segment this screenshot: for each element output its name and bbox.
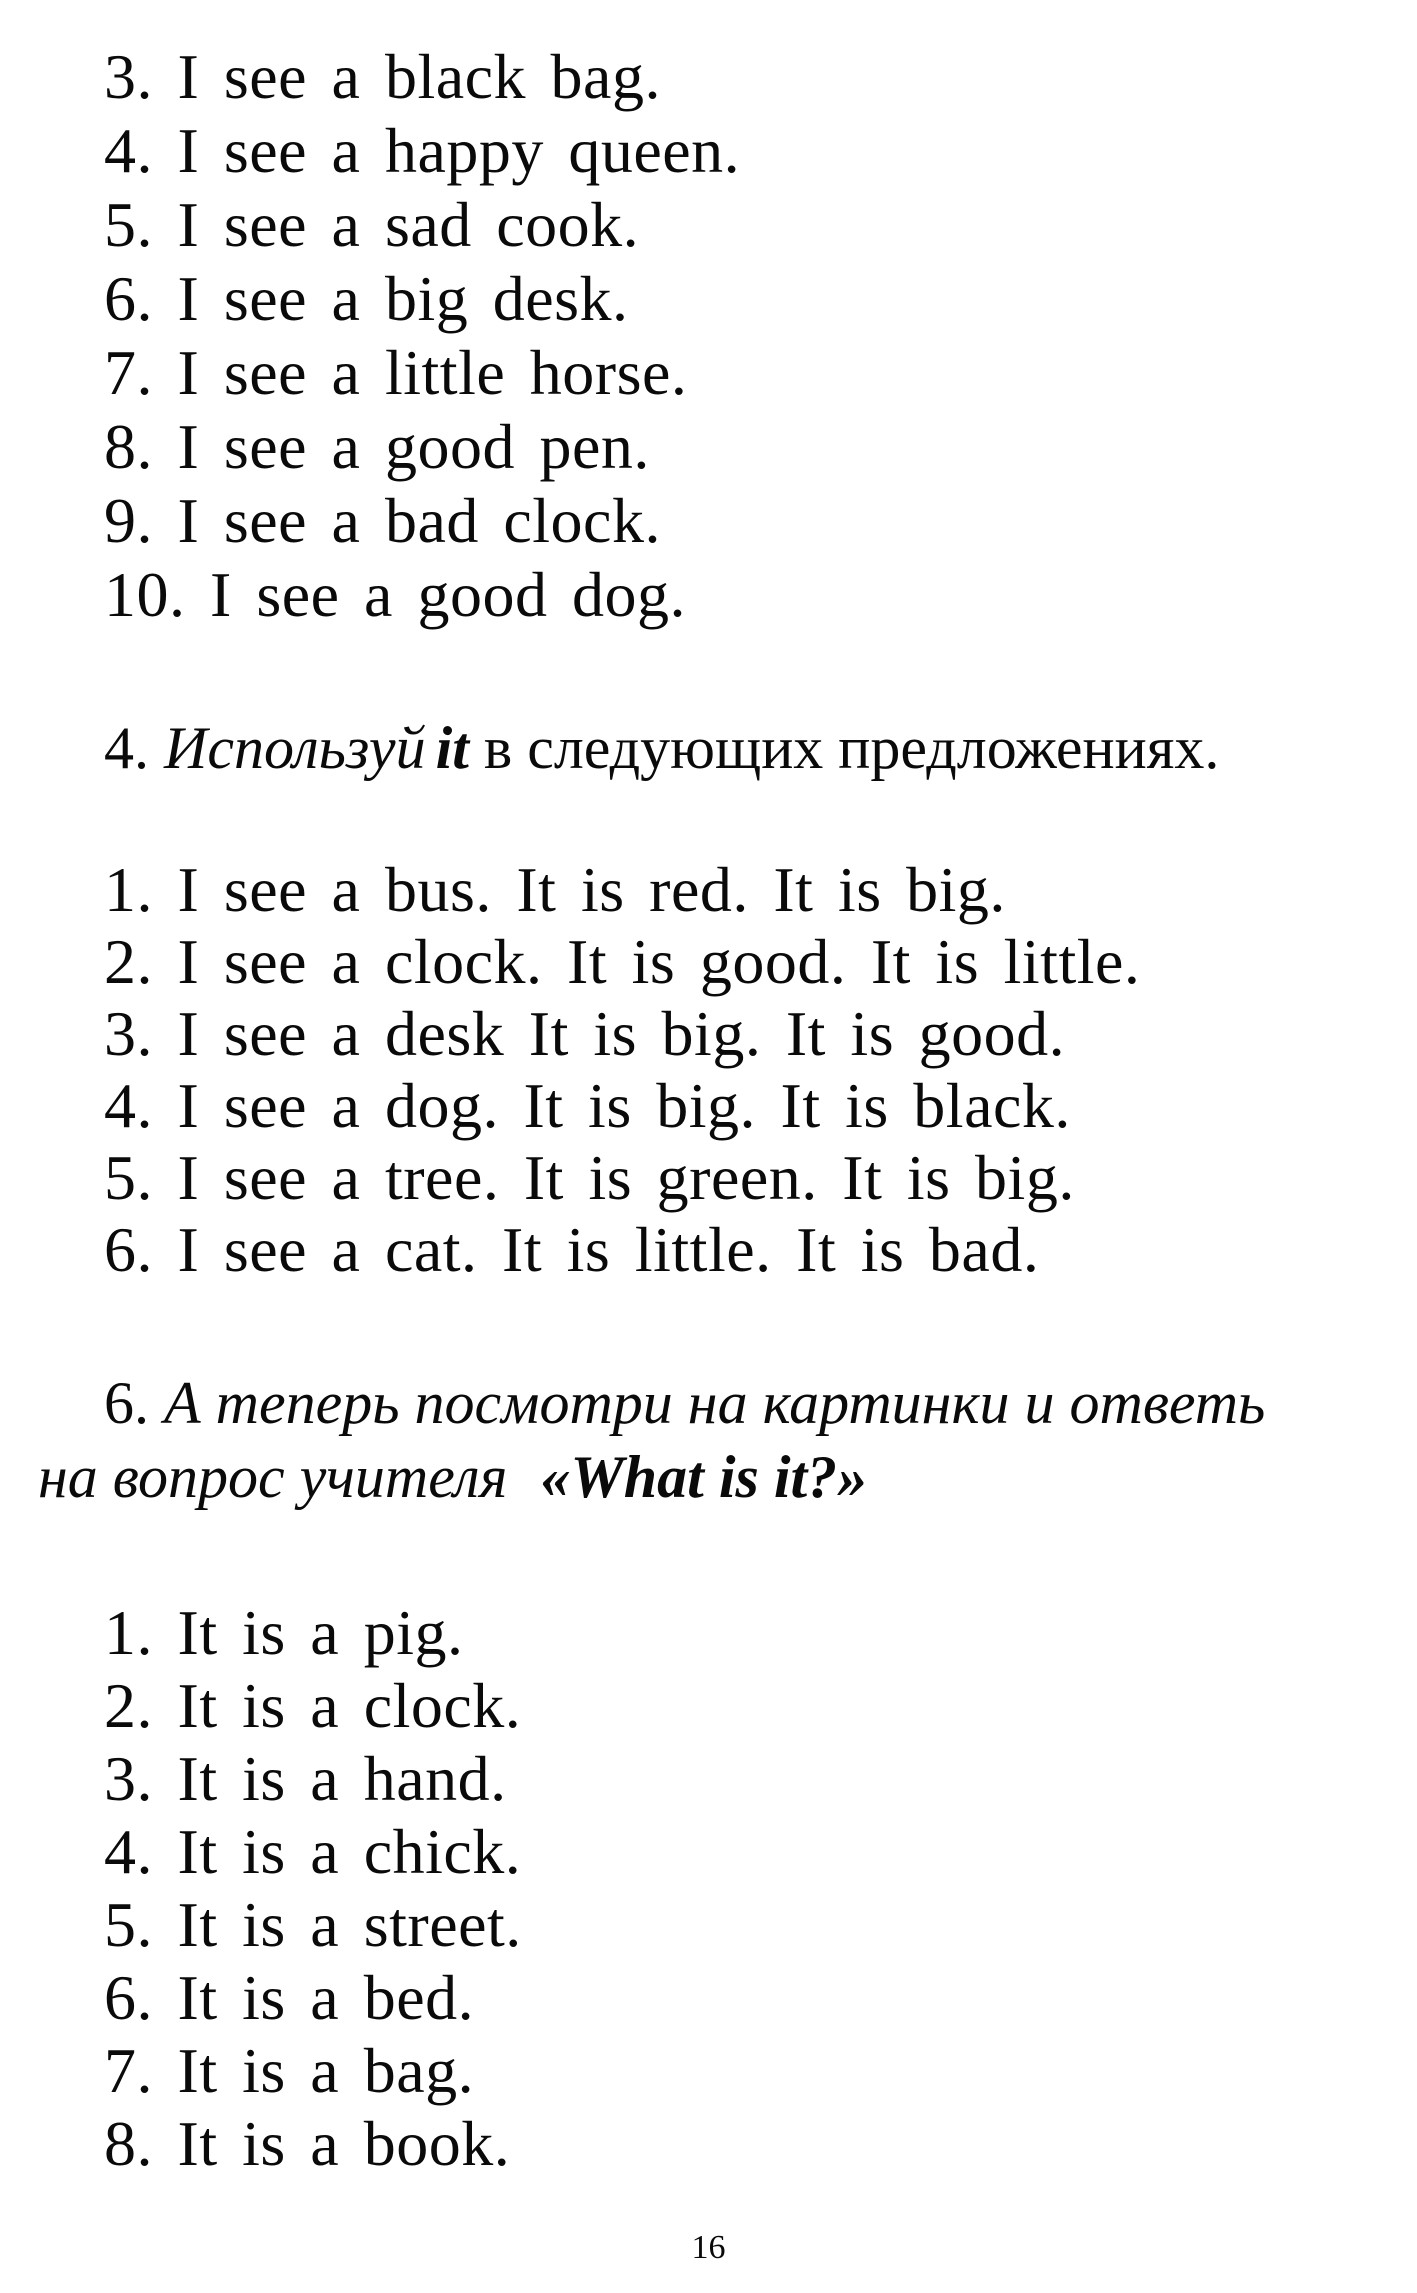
task4-number: 4.	[104, 715, 149, 781]
task6-heading-line1	[104, 1367, 1265, 1439]
list1-item: 6. I see a big desk.	[104, 263, 629, 334]
list1-item: 4. I see a happy queen.	[104, 115, 741, 186]
list3-item: 6. It is a bed.	[104, 1962, 475, 2033]
list2-item: 2. I see a clock. It is good. It is little.	[104, 926, 1141, 997]
list1-item: 8. I see a good pen.	[104, 411, 650, 482]
task4-rest: в следующих предложениях.	[483, 715, 1220, 781]
list2-item: 3. I see a desk It is big. It is good.	[104, 998, 1066, 1069]
list1-item: 10. I see a good dog.	[104, 559, 686, 630]
task4-heading	[104, 712, 1219, 784]
list2-item: 6. I see a cat. It is little. It is bad.	[104, 1214, 1040, 1285]
task6-line1-text: А теперь посмотри на картинки и ответь	[164, 1370, 1266, 1436]
list2-item: 5. I see a tree. It is green. It is big.	[104, 1142, 1075, 1213]
task4-bold-word: it	[435, 715, 469, 781]
list2-item: 1. I see a bus. It is red. It is big.	[104, 854, 1006, 925]
list1-item: 7. I see a little horse.	[104, 337, 688, 408]
task4-italic: Используй	[164, 715, 426, 781]
list3-item: 8. It is a book.	[104, 2108, 511, 2179]
list1-item: 9. I see a bad clock.	[104, 485, 661, 556]
list3-item: 4. It is a chick.	[104, 1816, 522, 1887]
task6-question: «What is it?»	[540, 1444, 868, 1510]
list1-item: 3. I see a black bag.	[104, 41, 661, 112]
list1-item: 5. I see a sad cook.	[104, 189, 640, 260]
list3-item: 3. It is a hand.	[104, 1743, 507, 1814]
task6-number: 6.	[104, 1370, 149, 1436]
list3-item: 1. It is a pig.	[104, 1597, 464, 1668]
list3-item: 5. It is a street.	[104, 1889, 522, 1960]
task6-line2-text: на вопрос учителя	[38, 1444, 508, 1510]
task6-heading-line2	[38, 1441, 867, 1513]
page-number: 16	[691, 2229, 726, 2266]
list3-item: 7. It is a bag.	[104, 2035, 475, 2106]
list2-item: 4. I see a dog. It is big. It is black.	[104, 1070, 1071, 1141]
list3-item: 2. It is a clock.	[104, 1670, 522, 1741]
